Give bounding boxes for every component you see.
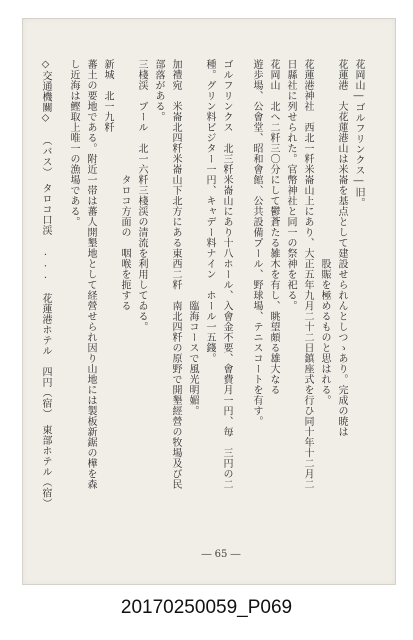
page-number: ― 65 ―	[201, 549, 241, 560]
book-page	[22, 18, 396, 585]
text-column-left: ゴルフリンクス 北三粁米崙山にあり十八ホール、入會金不要、會費月一円、毎 三円の二種。グリン料ビジター一円、キャデー料ナイン ホール一五錢。 臨海コースで風光明媚。 加禮宛 米崙北四粁米崙山下北方にある東西二粁 南北四粁の原野で開墾經營の牧場及び民部落がある。 三棧渓 ブール 北一六粁三棧渓の清流を利用してゐる。 タロコ方面の 咽喉を扼する 新城 北一九粁 蕃土の要地である。附近一帯は蕃人開墾地として経營せられ因り山地には製板新鋸の樺を森し近海は鰹取上唯一の漁場である。	[68, 59, 232, 490]
text-column-right: 花岡山―ゴルフリンクス―旧。 花蓮港 大花蓮港山は米崙を基点として建設せられんとしつゝあり。完成の暁は 股賑を極めるものと思はれる。 花蓮港神社 西北一粁米崙山上にあり、大正五年九月二十二日鎮座式を行ひ同十年十二月二日縣社に列せられた。官幣神社と同一の祭神を祀る。 花岡山 北へ二粁三〇分にして鬱蒼たる雑木を有し、眺望頗る雄大なる 遊歩場、公會堂、昭和會館、公共設備プール、野球場、テニスコートを有す。	[251, 59, 364, 490]
transport-section: ◇交通機關◇ （バス） タロコ口渓 ... 花蓮港ホテル 四円（宿） 東部ホテル（宿）	[40, 59, 51, 509]
image-caption: 20170250059_P069	[120, 597, 293, 618]
